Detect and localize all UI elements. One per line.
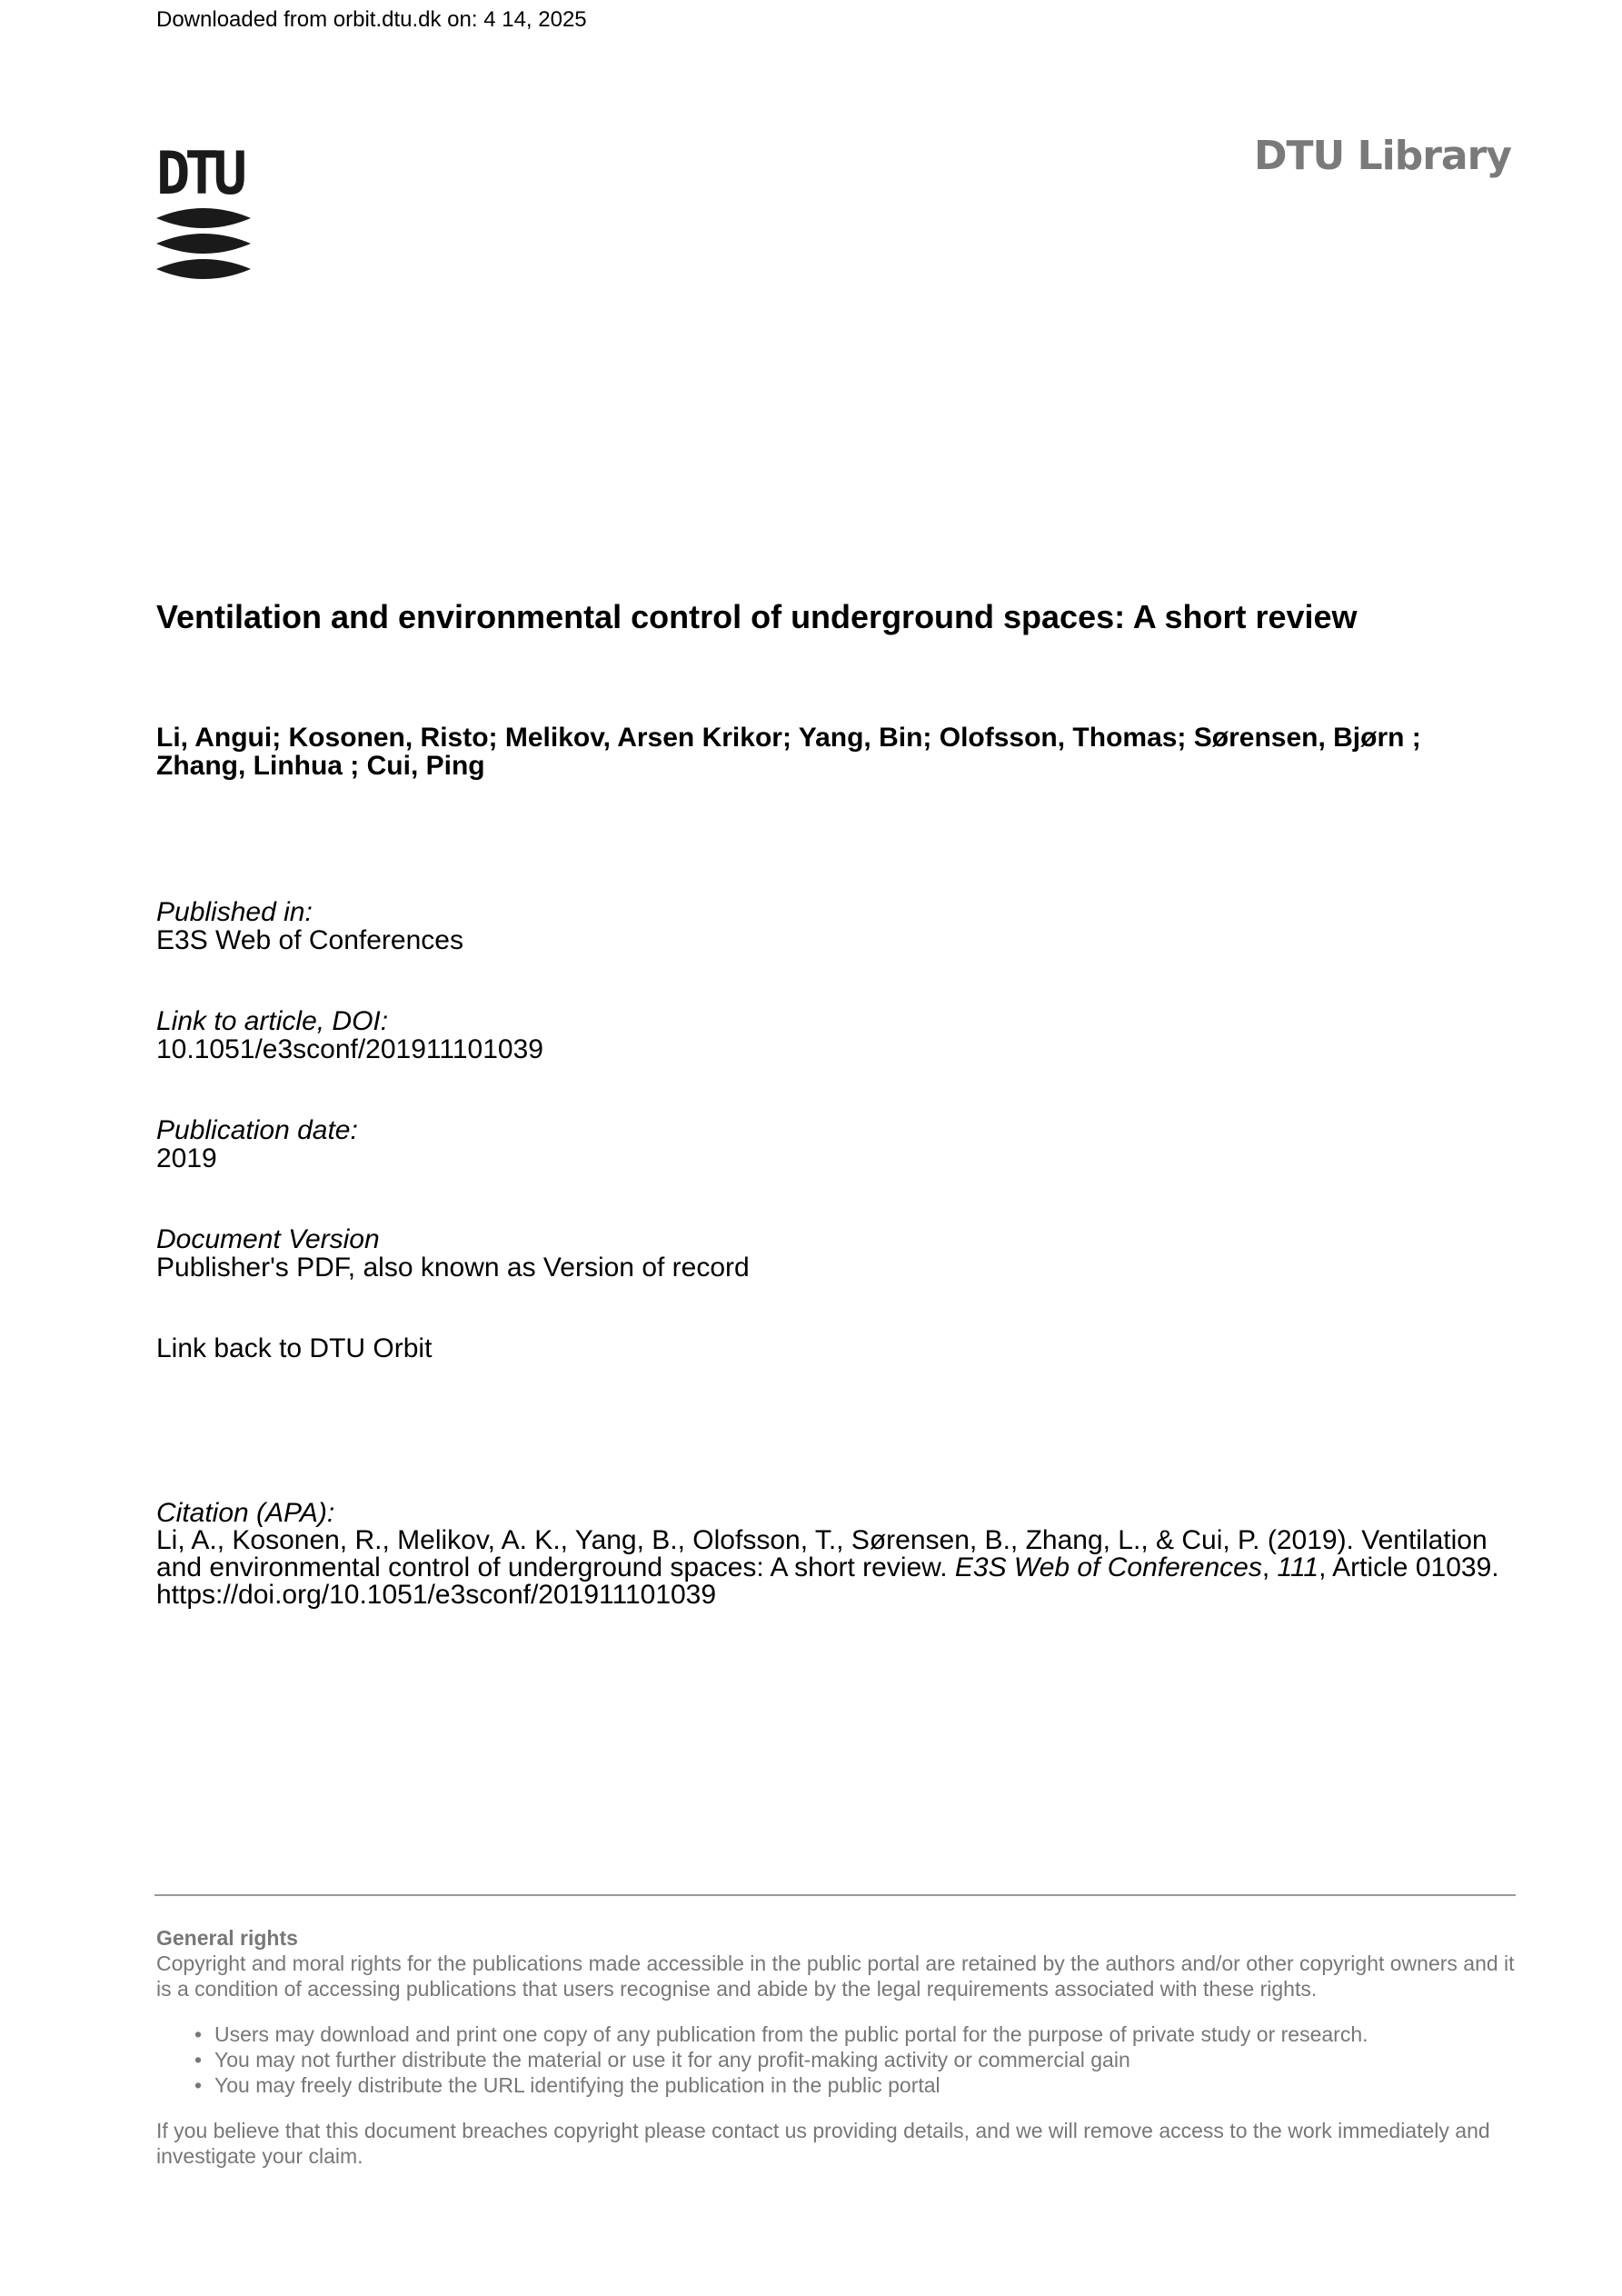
publication-date-section bbox=[156, 1116, 1519, 1173]
citation-volume: 111 bbox=[1277, 1552, 1319, 1582]
publication-date-value: 2019 bbox=[156, 1143, 217, 1173]
authors-line-1: Li, Angui; Kosonen, Risto; Melikov, Arsen Krikor; Yang, Bin; Olofsson, Thomas; Sørensen, Bjørn ; bbox=[156, 723, 1421, 753]
dtu-logo-text: DTU bbox=[156, 138, 242, 208]
document-version-label: Document Version bbox=[156, 1224, 380, 1254]
rights-bullet-item: • You may not further distribute the material or use it for any profit-making activity or commercial gain bbox=[214, 2047, 1519, 2072]
doi-section bbox=[156, 1007, 1519, 1063]
published-in-section bbox=[156, 898, 1519, 954]
rights-bullet-item: • You may freely distribute the URL identifying the publication in the public portal bbox=[214, 2072, 1519, 2098]
citation-main-text: Li, A., Kosonen, R., Melikov, A. K., Yang, B., Olofsson, T., Sørensen, B., Zhang, L., & Cui, P. (2019). Ventilation and environmental control of underground spaces: A short review. bbox=[156, 1525, 1488, 1582]
doi-link[interactable]: 10.1051/e3sconf/201911101039 bbox=[156, 1034, 543, 1064]
rights-bullet-list bbox=[156, 2021, 1519, 2098]
dtu-wave-logo-icon bbox=[156, 145, 251, 280]
dtu-logo bbox=[156, 138, 251, 280]
citation-journal: E3S Web of Conferences bbox=[954, 1552, 1262, 1582]
citation-url[interactable]: https://doi.org/10.1051/e3sconf/201911101039 bbox=[156, 1580, 717, 1610]
document-version-value: Publisher's PDF, also known as Version of record bbox=[156, 1253, 750, 1283]
rights-bullet-item: • Users may download and print one copy of any publication from the public portal for the purpose of private study or research. bbox=[214, 2021, 1519, 2047]
dtu-orbit-link[interactable]: Link back to DTU Orbit bbox=[156, 1333, 433, 1363]
document-version-section bbox=[156, 1225, 1519, 1282]
download-note: Downloaded from orbit.dtu.dk on: 4 14, 2025 bbox=[156, 7, 587, 32]
article-title: Ventilation and environmental control of underground spaces: A short review bbox=[156, 598, 1358, 635]
general-rights-intro: Copyright and moral rights for the publications made accessible in the public portal are retained by the authors and/or other copyright owners and it is a condition of accessing publications that users recognise and abide by the legal requirements associated with these rights. bbox=[156, 1952, 1515, 2001]
citation-separator: , bbox=[1261, 1552, 1278, 1582]
published-in-label: Published in: bbox=[156, 897, 313, 927]
citation-article-number: , Article 01039. bbox=[1318, 1552, 1499, 1582]
general-rights-section bbox=[156, 1925, 1519, 2169]
publication-date-label: Publication date: bbox=[156, 1115, 358, 1145]
citation-text bbox=[156, 1527, 1519, 1609]
divider-line bbox=[154, 1894, 1516, 1896]
doi-label: Link to article, DOI: bbox=[156, 1006, 389, 1036]
citation-section bbox=[156, 1500, 1519, 1609]
general-rights-heading: General rights bbox=[156, 1926, 298, 1950]
published-in-value: E3S Web of Conferences bbox=[156, 925, 463, 955]
dtu-library-label: DTU Library bbox=[1254, 133, 1511, 179]
authors-line-2: Zhang, Linhua ; Cui, Ping bbox=[156, 751, 485, 781]
author-list bbox=[156, 724, 1510, 780]
rights-closing-text: If you believe that this document breaches copyright please contact us providing details, and we will remove access to the work immediately and investigate your claim. bbox=[156, 2119, 1490, 2168]
citation-label: Citation (APA): bbox=[156, 1498, 335, 1528]
